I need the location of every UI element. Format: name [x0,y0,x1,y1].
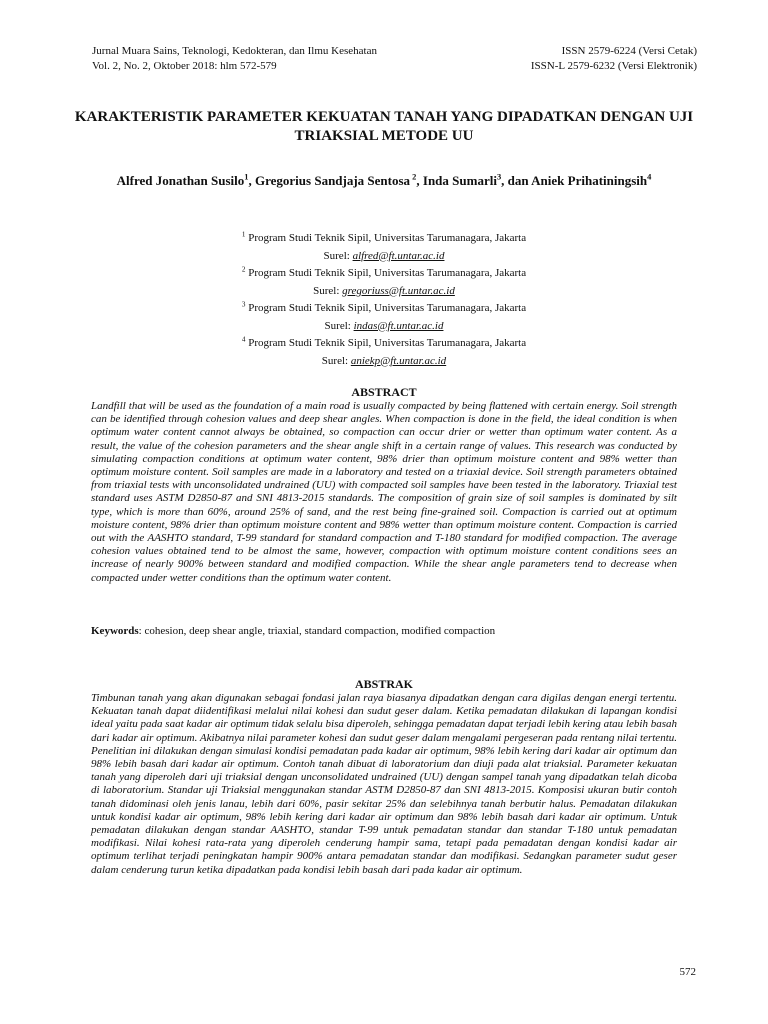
affiliation-text: Program Studi Teknik Sipil, Universitas Tarumanagara, Jakarta [245,232,527,244]
affiliation-number: 2 [241,265,246,274]
affiliation-item [90,300,678,318]
author-affiliation-number: 3 [496,171,502,182]
affiliation-number: 4 [241,335,246,344]
keywords-label: Keywords [91,625,139,637]
issn-online: ISSN-L 2579-6232 (Versi Elektronik) [530,60,697,72]
author-list [110,172,658,190]
paper-title: KARAKTERISTIK PARAMETER KEKUATAN TANAH YANG DIPADATKAN DENGAN UJI TRIAKSIAL METODE UU [74,109,694,144]
email-label: Surel: [324,319,354,332]
email-link[interactable]: gregoriuss@ft.untar.ac.id [342,284,455,297]
author-separator: , dan [501,173,532,188]
email-link[interactable]: aniekp@ft.untar.ac.id [350,354,447,367]
abstrak-body: Timbunan tanah yang akan digunakan sebagai fondasi jalan raya biasanya dipadatkan dengan cara digilas dengan energi tertentu. Kekuatan tanah dapat diidentifikasi melalui nilai kohesi dan sudut geser dalam. Ketika pemadatan dilakukan di lapangan kondisi ideal yaitu pada saat kadar air optimum tidak selalu bisa diperoleh, sehingga pemadatan dapat terjadi lebih kering atau lebih basah dari kadar air optimum. Akibatnya nilai parameter kohesi dan sudut geser dalam mengalami pergeseran pada rentang nilai tertentu. Penelitian ini dilakukan dengan simulasi kondisi pemadatan pada kadar air optimum, 98% lebih kering dari kadar air optimum dan 98% lebih basah dari kadar air optimum. Contoh tanah dibuat di laboratorium dan diuji pada alat triaksial. Parameter kekuatan tanah yang diperoleh dari uji triaksial dengan unconsolidated undrained (UU) dengan sampel tanah yang dipadatkan telah dicoba di laboratorium. Standar uji Triaksial menggunakan standar ASTM D2850-87 dan SNI 4813-2015. Komposisi ukuran butir contoh tanah didominasi oleh jenis lanau, lebih dari 60%, pasir sekitar 25% dan selebihnya tanah berbutir halus. Pemadatan dilakukan untuk kondisi kadar air optimum, 98% lebih kering dari kadar air optimum dan 98% lebih basah dari kadar air optimum. Untuk pemadatan dilakukan dengan standar AASHTO, standar T-99 untuk pemadatan standar dan standar T-180 untuk pemadatan modifikasi. Nilai kohesi rata-rata yang diperoleh cenderung hampir sama, tetapi pada pemadatan dengan kondisi kadar air optimum terlihat terjadi peningkatan hampir 900% antara pemadatan standar dan modifikasi. Sedangkan parameter sudut geser dalam cenderung turun ketika dipadatkan pada kondisi lebih basah dari pada kadar air optimum. [91,692,677,876]
affiliation-text: Program Studi Teknik Sipil, Universitas Tarumanagara, Jakarta [245,337,527,349]
journal-volume: Vol. 2, No. 2, Oktober 2018: hlm 572-579 [92,60,277,72]
affiliation-email-line [90,248,678,266]
affiliation-number: 3 [241,300,246,309]
abstract-heading: ABSTRACT [351,385,417,399]
page-number: 572 [679,966,696,978]
author-separator: , [416,173,423,188]
affiliation-list [90,230,678,370]
running-header [92,44,697,74]
author-affiliation-number: 4 [647,171,652,182]
author-affiliation-number: 1 [244,171,249,182]
author-affiliation-number: 2 [410,171,417,182]
email-label: Surel: [321,354,351,367]
affiliation-text: Program Studi Teknik Sipil, Universitas Tarumanagara, Jakarta [245,302,527,314]
issn-print: ISSN 2579-6224 (Versi Cetak) [561,45,697,57]
affiliation-email-line [90,318,678,336]
affiliation-item [90,335,678,353]
abstrak-heading: ABSTRAK [354,677,413,691]
journal-name: Jurnal Muara Sains, Teknologi, Kedokteran, dan Ilmu Kesehatan [92,45,377,57]
author: Aniek Prihatiningsih [531,173,648,188]
email-link[interactable]: alfred@ft.untar.ac.id [352,249,445,262]
affiliation-item [90,265,678,283]
keywords-list: : cohesion, deep shear angle, triaxial, standard compaction, modified compaction [138,625,496,637]
affiliation-item [90,230,678,248]
author: Alfred Jonathan Susilo [116,173,245,188]
affiliation-text: Program Studi Teknik Sipil, Universitas Tarumanagara, Jakarta [245,267,527,279]
email-link[interactable]: indas@ft.untar.ac.id [353,319,444,332]
email-label: Surel: [313,284,343,297]
keywords-line [91,624,677,638]
author-separator: , [248,173,255,188]
email-label: Surel: [323,249,353,262]
affiliation-number: 1 [241,230,246,239]
affiliation-email-line [90,353,678,371]
author: Gregorius Sandjaja Sentosa [255,173,411,188]
abstract-body: Landfill that will be used as the foundation of a main road is usually compacted by being flattened with certain energy. Soil strength can be identified through cohesion values and deep shear angles. When compaction is done in the field, the ideal condition is when optimum water content cannot always be obtained, so compaction can occur drier or wetter than optimum water content. As a result, the value of the cohesion parameters and the shear angle shift in a certain range of values. This research was conducted by simulating compaction conditions at optimum water content, 98% drier than optimum moisture content and 98% wetter than optimum moisture content. Soil samples are made in a laboratory and tested on a triaxial device. Soil strength parameters obtained from triaxial tests with unconsolidated undrained (UU) with compacted soil samples have been tested in the laboratory. Triaxial test standard uses ASTM D2850-87 and SNI 4813-2015 standards. The composition of grain size of soil samples is dominated by silt type, which is more than 60%, around 25% of sand, and the rest being fine-grained soil. Compaction is carried out at optimum moisture content, 98% drier than optimum moisture content and 98% wetter than optimum moisture content. Compaction is carried out with the AASHTO standard, T-99 standard for standard compaction and T-180 standard for modified compaction. The average cohesion values obtained tend to be almost the same, however, compaction with optimum moisture content conditions sees an increase of nearly 900% between standard and modified compaction. While the shear angle parameters tend to decrease when compacted under wetter conditions than the optimum water content. [91,400,677,584]
affiliation-email-line [90,283,678,301]
author: Inda Sumarli [422,173,497,188]
